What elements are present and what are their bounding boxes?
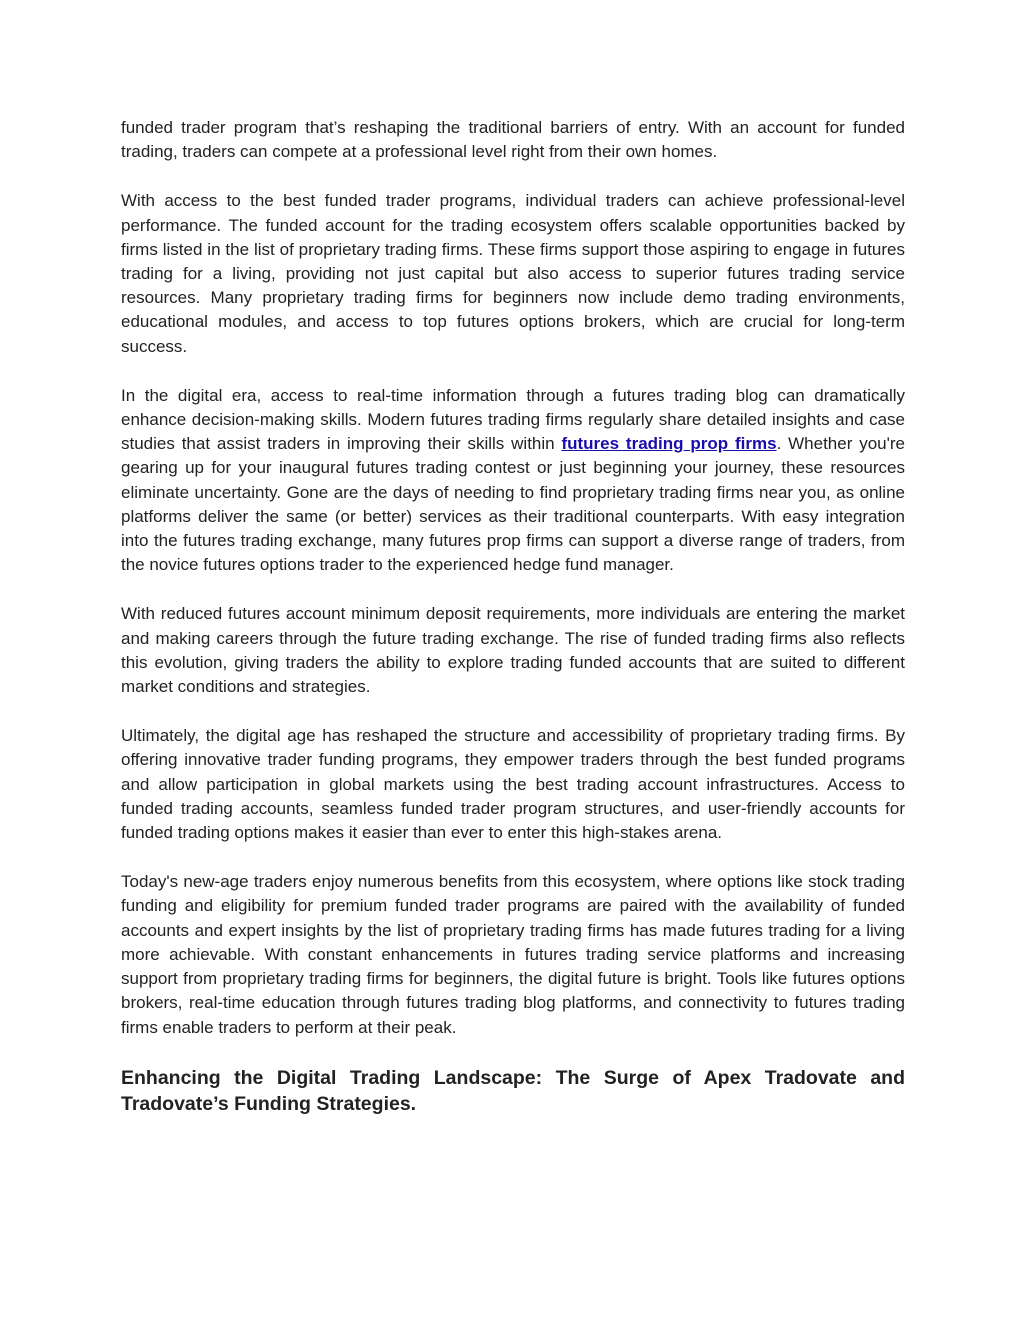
futures-trading-prop-firms-link[interactable]: futures trading prop firms bbox=[561, 434, 777, 454]
paragraph-2: With access to the best funded trader programs, individual traders can achieve professional-level performance. The funded account for the trading ecosystem offers scalable opportunities backed by firms listed in the list of proprietary trading firms. These firms support those aspiring to engage in futures trading for a living, providing not just capital but also access to superior futures trading service resources. Many proprietary trading firms for beginners now include demo trading environments, educational modules, and access to top futures options brokers, which are crucial for long-term success. bbox=[121, 191, 905, 356]
paragraph-5: Ultimately, the digital age has reshaped the structure and accessibility of proprietary trading firms. By offering innovative trader funding programs, they empower traders through the best funded programs and allow participation in global markets using the best trading account infrastructures. Access to funded trading accounts, seamless funded trader program structures, and user-friendly accounts for funded trading options makes it easier than ever to enter this high-stakes arena. bbox=[121, 726, 905, 843]
section-heading: Enhancing the Digital Trading Landscape: The Surge of Apex Tradovate and Tradovate’s Funding Strategies. bbox=[121, 1066, 905, 1115]
paragraph-3-text-before: In the digital era, access to real-time information through a futures trading blog can dramatically enhance decision-making skills. Modern futures trading firms regularly share detailed insights and case studies that assist traders in improving their skills within bbox=[121, 385, 905, 454]
document-body bbox=[121, 116, 905, 1117]
paragraph-3-text-after: . Whether you're gearing up for your inaugural futures trading contest or just beginning your journey, these resources eliminate uncertainty. Gone are the days of needing to find proprietary trading firms near you, as online platforms deliver the same (or better) services as their traditional counterparts. With easy integration into the futures trading exchange, many futures prop firms can support a diverse range of traders, from the novice futures options trader to the experienced hedge fund manager. bbox=[121, 434, 905, 575]
paragraph-4: With reduced futures account minimum deposit requirements, more individuals are entering the market and making careers through the future trading exchange. The rise of funded trading firms also reflects this evolution, giving traders the ability to explore trading funded accounts that are suited to different market conditions and strategies. bbox=[121, 604, 905, 697]
paragraph-6: Today's new-age traders enjoy numerous benefits from this ecosystem, where options like stock trading funding and eligibility for premium funded trader programs are paired with the availability of funded accounts and expert insights by the list of proprietary trading firms has made futures trading for a living more achievable. With constant enhancements in futures trading service platforms and increasing support from proprietary trading firms for beginners, the digital future is bright. Tools like futures options brokers, real-time education through futures trading blog platforms, and connectivity to futures trading firms enable traders to perform at their peak. bbox=[121, 872, 905, 1037]
paragraph-3 bbox=[121, 384, 905, 578]
paragraph-1: funded trader program that’s reshaping the traditional barriers of entry. With an account for funded trading, traders can compete at a professional level right from their own homes. bbox=[121, 118, 905, 162]
